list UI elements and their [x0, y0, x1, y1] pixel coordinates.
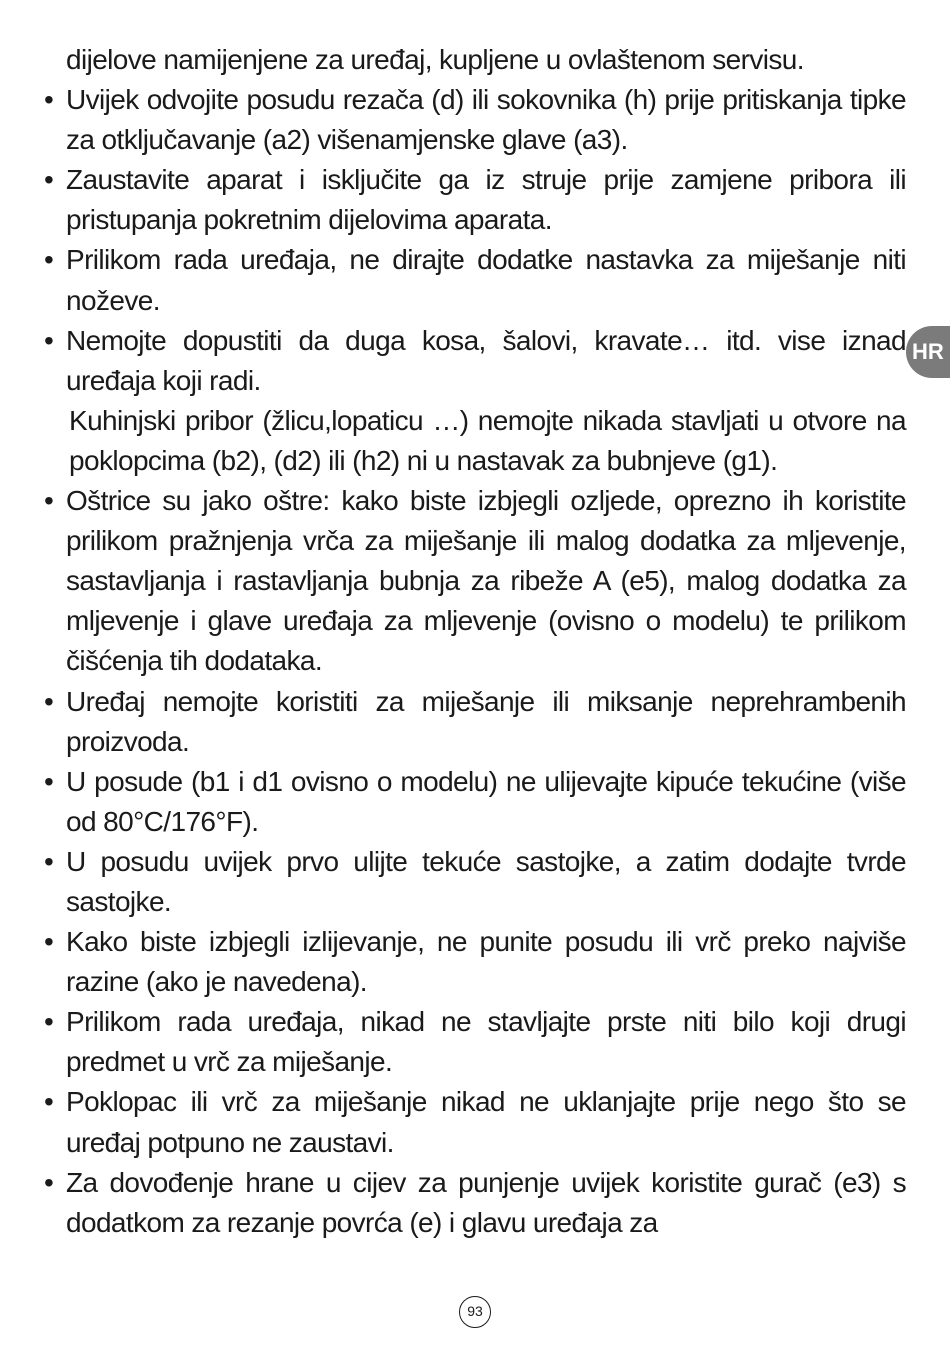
bullet-detach-bowl: • Uvijek odvojite posudu rezača (d) ili sokovnika (h) prije pritiskanja tipke za otključavanje (a2) višenamjenske glave (a3).	[44, 80, 906, 160]
bullet-liquids-first: • U posudu uvijek prvo ulijte tekuće sastojke, a zatim dodajte tvrde sastojke.	[44, 842, 906, 922]
bullet-hair-scarves: • Nemojte dopustiti da duga kosa, šalovi, kravate… itd. vise iznad uređaja koji radi.	[44, 321, 906, 401]
bullet-lid-removal: • Poklopac ili vrč za miješanje nikad ne uklanjajte prije nego što se uređaj potpuno ne zaustavi.	[44, 1082, 906, 1162]
bullet-stop-appliance: • Zaustavite aparat i isključite ga iz struje prije zamjene pribora ili pristupanja pokretnim dijelovima aparata.	[44, 160, 906, 240]
bullet-boiling-liquids: • U posude (b1 i d1 ovisno o modelu) ne ulijevajte kipuće tekućine (više od 80°C/176°F).	[44, 762, 906, 842]
bullet-do-not-touch: • Prilikom rada uređaja, ne dirajte dodatke nastavka za miješanje niti noževe.	[44, 240, 906, 320]
bullet-max-level: • Kako biste izbjegli izlijevanje, ne punite posudu ili vrč preko najviše razine (ako je navedena).	[44, 922, 906, 1002]
page-number: 93	[459, 1296, 491, 1328]
instruction-text-block	[44, 40, 906, 1243]
paragraph-continuation: dijelove namijenjene za uređaj, kupljene u ovlaštenom servisu.	[66, 44, 804, 75]
bullet-blades-sharp: • Oštrice su jako oštre: kako biste izbjegli ozljede, oprezno ih koristite prilikom pražnjenja vrča za miješanje ili malog dodatka za mljevenje, sastavljanja i rastavljanja bubnja za ribeže A (e5), malog dodatka za mljevenje i glave uređaja za mljevenje (ovisno o modelu) te prilikom čišćenja tih dodataka.	[44, 481, 906, 681]
language-tab-badge: HR	[906, 326, 950, 378]
bullet-non-food: • Uređaj nemojte koristiti za miješanje ili miksanje neprehrambenih proizvoda.	[44, 682, 906, 762]
paragraph-kitchen-utensils: Kuhinjski pribor (žlicu,lopaticu …) nemojte nikada stavljati u otvore na poklopcima (b2), (d2) ili (h2) ni u nastavak za bubnjeve (g1).	[69, 404, 906, 476]
bullet-pusher: • Za dovođenje hrane u cijev za punjenje uvijek koristite gurač (e3) s dodatkom za rezanje povrća (e) i glavu uređaja za	[44, 1163, 906, 1243]
bullet-no-fingers: • Prilikom rada uređaja, nikad ne stavljajte prste niti bilo koji drugi predmet u vrč za miješanje.	[44, 1002, 906, 1082]
